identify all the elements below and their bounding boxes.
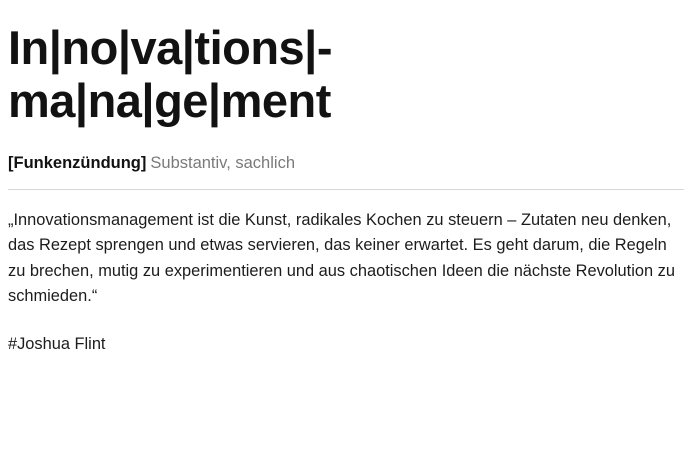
entry-quote: „Innovationsmanagement ist die Kunst, radikales Kochen zu steuern – Zutaten neu denken, das Rezept sprengen und etwas servieren, das keiner erwartet. Es geht darum, die Regeln zu brechen, mutig zu experimentieren und aus chaotischen Ideen die nächste Revolution zu schmieden.“: [8, 210, 675, 305]
divider: [8, 189, 684, 190]
entry-meta: [8, 153, 686, 174]
headword-line-1: In|no|va|tions|-: [8, 21, 332, 74]
entry-author: #Joshua Flint: [8, 335, 106, 354]
page-title: [6, 22, 686, 127]
entry-term-bracket: [Funkenzündung]: [8, 154, 147, 173]
headword-line-2: ma|na|ge|ment: [8, 73, 331, 127]
entry-part-of-speech: Substantiv, sachlich: [150, 154, 295, 173]
